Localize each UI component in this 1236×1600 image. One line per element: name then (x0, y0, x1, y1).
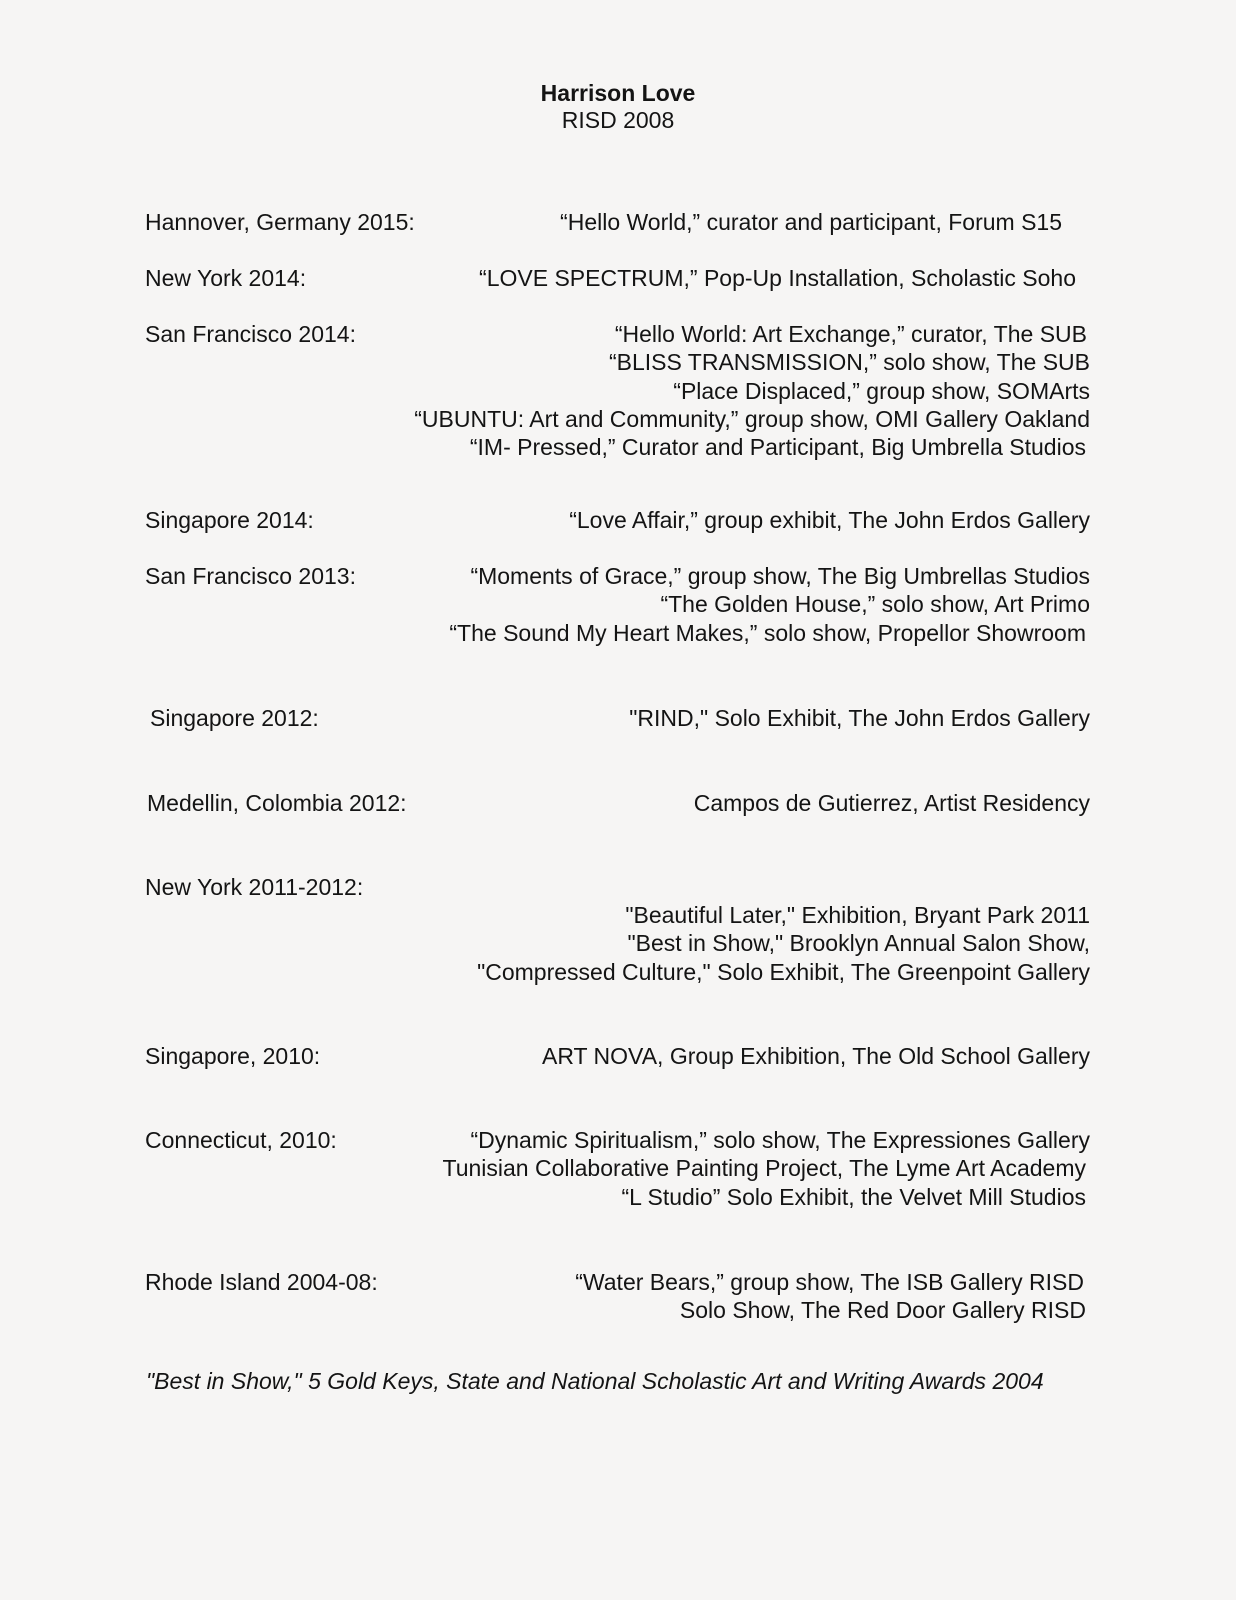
award-line: "Best in Show," 5 Gold Keys, State and National Scholastic Art and Writing Awards 2004 (146, 1368, 1044, 1394)
entry-location: Connecticut, 2010: (145, 1127, 337, 1153)
exhibition-item: “Hello World: Art Exchange,” curator, The SUB (614, 321, 1087, 347)
entry-location: New York 2014: (145, 265, 307, 291)
exhibition-item: “The Golden House,” solo show, Art Primo (660, 591, 1090, 618)
entry-location: San Francisco 2014: (145, 321, 356, 347)
artist-name: Harrison Love (540, 80, 696, 106)
exhibition-item: “Water Bears,” group show, The ISB Gallery RISD (575, 1269, 1084, 1295)
entry-location: Medellin, Colombia 2012: (147, 790, 407, 816)
exhibition-item: "Compressed Culture," Solo Exhibit, The Greenpoint Gallery (477, 958, 1090, 985)
entry-location: San Francisco 2013: (145, 563, 356, 589)
entry-location: Rhode Island 2004-08: (145, 1269, 378, 1295)
entry-items (694, 789, 1236, 817)
entry-items (569, 506, 1236, 534)
entry-items (449, 562, 1236, 647)
exhibition-item: Campos de Gutierrez, Artist Residency (693, 790, 1090, 816)
entry-items (542, 1042, 1236, 1070)
entry-items (629, 704, 1236, 732)
school-year: RISD 2008 (561, 107, 675, 133)
exhibition-item: “LOVE SPECTRUM,” Pop-Up Installation, Scholastic Soho (479, 265, 1076, 291)
exhibition-item: ART NOVA, Group Exhibition, The Old School Gallery (542, 1043, 1090, 1069)
exhibition-item: Solo Show, The Red Door Gallery RISD (679, 1297, 1086, 1324)
entry-items (479, 264, 1236, 292)
entry-location: Hannover, Germany 2015: (145, 209, 415, 235)
exhibition-item: “Moments of Grace,” group show, The Big Umbrellas Studios (470, 563, 1090, 589)
exhibition-item: “The Sound My Heart Makes,” solo show, Propellor Showroom (449, 619, 1086, 646)
exhibition-item: Tunisian Collaborative Painting Project, The Lyme Art Academy (442, 1155, 1086, 1182)
resume-header (0, 80, 1236, 134)
entry-location: Singapore 2014: (145, 507, 314, 533)
entry-items (575, 1268, 1236, 1325)
entry-location: Singapore, 2010: (145, 1043, 321, 1069)
exhibition-item: "Best in Show," Brooklyn Annual Salon Show, (627, 930, 1090, 957)
entry-items (443, 1126, 1236, 1211)
exhibition-item: “BLISS TRANSMISSION,” solo show, The SUB (608, 349, 1090, 376)
entry-location: Singapore 2012: (150, 705, 319, 731)
exhibition-item: “IM- Pressed,” Curator and Participant, Big Umbrella Studios (469, 434, 1086, 461)
entry-items (477, 901, 1236, 986)
exhibition-item: "RIND," Solo Exhibit, The John Erdos Gallery (629, 705, 1090, 731)
entry-items (560, 208, 1236, 236)
exhibition-item: “Dynamic Spiritualism,” solo show, The Expressiones Gallery (470, 1127, 1090, 1153)
entry-items (414, 320, 1236, 461)
exhibition-item: “Place Displaced,” group show, SOMArts (673, 377, 1090, 404)
exhibition-item: “L Studio” Solo Exhibit, the Velvet Mill Studios (621, 1183, 1086, 1210)
exhibition-item: “UBUNTU: Art and Community,” group show, OMI Gallery Oakland (414, 405, 1090, 432)
entry-location: New York 2011-2012: (145, 874, 364, 900)
exhibition-item: "Beautiful Later," Exhibition, Bryant Park 2011 (625, 902, 1090, 928)
exhibition-item: “Hello World,” curator and participant, Forum S15 (560, 209, 1062, 235)
exhibition-item: “Love Affair,” group exhibit, The John Erdos Gallery (569, 507, 1090, 533)
